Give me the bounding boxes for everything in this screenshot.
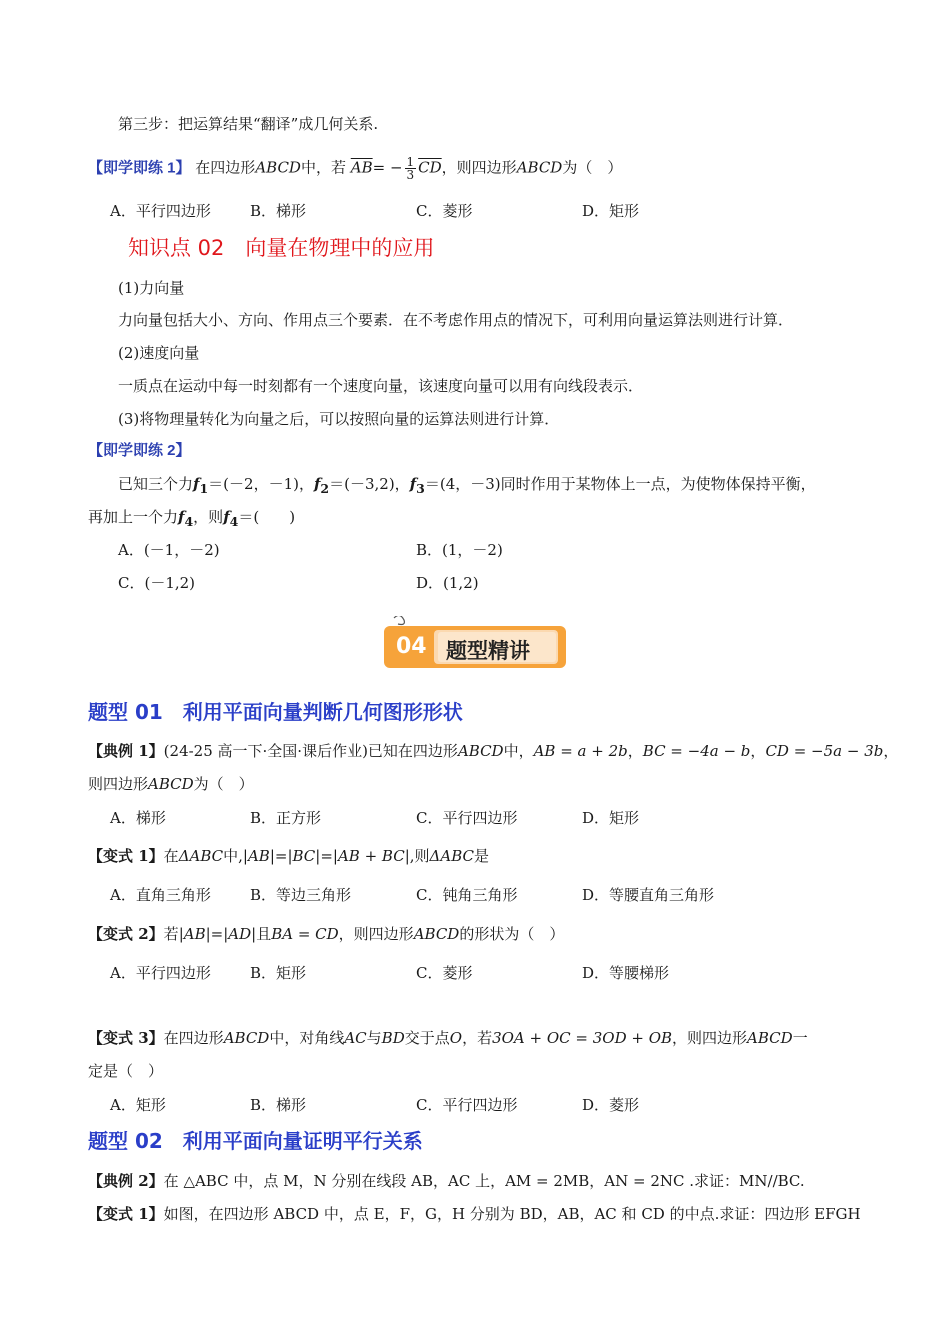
option-d: D．菱形: [582, 1096, 640, 1114]
option-a: A．直角三角形: [110, 886, 211, 904]
exercise-2-line-1: 已知三个力$f_1=(-2$，－1)，$f_2=(-3,2)$，$f_3=(4$，－3)同时作用于某物体上一点，为使物体保持平衡，: [118, 475, 816, 496]
variant-3-line-2: 定是（ ）: [88, 1062, 164, 1080]
exercise-2-line-2: 再加上一个力$f_4$，则$f_4=$( ): [88, 508, 296, 529]
fraction: $\frac{1}{3}$: [406, 155, 415, 182]
type-01-title: 题型 01 利用平面向量判断几何图形形状: [88, 700, 463, 724]
option-b: B．等边三角形: [250, 886, 352, 904]
example-1-line-2: 则四边形ABCD为（ ）: [88, 775, 254, 793]
option-a: A．矩形: [110, 1096, 166, 1114]
section-04-banner: [382, 626, 568, 672]
exercise-1-question: 【即学即练 1】 在四边形ABCD中，若 $\overline{AB}=$ − $\frac{1}{3}$ $\overline{CD}$，则四边形ABCD为（ ）: [88, 155, 623, 182]
option-d: D．等腰梯形: [582, 964, 670, 982]
option-c: C．平行四边形: [416, 1096, 518, 1114]
knowledge-point-02-title: 知识点 02 向量在物理中的应用: [128, 236, 435, 260]
banner-title: 题型精讲: [446, 639, 530, 663]
option-b: B．(1，－2): [416, 541, 503, 559]
option-a: A．梯形: [110, 809, 166, 827]
kp-line-1: (1)力向量: [118, 279, 185, 297]
option-d: D．矩形: [582, 809, 640, 827]
option-c: C．菱形: [416, 964, 473, 982]
variant-1b-question: 【变式 1】如图，在四边形 ABCD 中，点 E，F，G，H 分别为 BD，AB，AC 和 CD 的中点.求证：四边形 EFGH: [88, 1205, 861, 1223]
option-b: B．梯形: [250, 202, 307, 220]
example-2-question: 【典例 2】在 △ABC 中，点 M，N 分别在线段 AB，AC 上，AM = 2MB，AN = 2NC .求证：MN//BC.: [88, 1172, 805, 1190]
option-c: C．(－1,2): [118, 574, 196, 592]
option-b: B．梯形: [250, 1096, 307, 1114]
variant-2-question: 【变式 2】若|AB|=|AD|且BA = CD，则四边形ABCD的形状为（ ）: [88, 925, 565, 943]
option-c: C．平行四边形: [416, 809, 518, 827]
type-02-title: 题型 02 利用平面向量证明平行关系: [88, 1129, 423, 1153]
option-a: A．平行四边形: [110, 202, 211, 220]
banner-number: 04: [396, 634, 427, 659]
kp-line-2: 力向量包括大小、方向、作用点三个要素．在不考虑作用点的情况下，可利用向量运算法则进行计算．: [118, 311, 794, 329]
option-b: B．矩形: [250, 964, 307, 982]
option-d: D．等腰直角三角形: [582, 886, 715, 904]
kp-line-4: 一质点在运动中每一时刻都有一个速度向量，该速度向量可以用有向线段表示．: [118, 377, 644, 395]
option-a: A．平行四边形: [110, 964, 211, 982]
variant-3-line-1: 【变式 3】在四边形ABCD中，对角线AC与BD交于点O，若3OA + OC = 3OD + OB，则四边形ABCD一: [88, 1029, 808, 1047]
example-1-line-1: 【典例 1】(24-25 高一下·全国·课后作业)已知在四边形ABCD中，AB = a + 2b，BC = −4a − b，CD = −5a − 3b，: [88, 742, 899, 760]
option-c: C．菱形: [416, 202, 473, 220]
exercise-tag: 【即学即练 1】: [88, 159, 191, 177]
kp-line-3: (2)速度向量: [118, 344, 200, 362]
option-d: D．矩形: [582, 202, 640, 220]
exercise-2-tag: 【即学即练 2】: [88, 442, 191, 459]
kp-line-5: (3)将物理量转化为向量之后，可以按照向量的运算法则进行计算．: [118, 410, 560, 428]
option-a: A．(－1，－2): [118, 541, 220, 559]
option-b: B．正方形: [250, 809, 322, 827]
step-3-text: 第三步：把运算结果“翻译”成几何关系.: [118, 115, 379, 133]
option-c: C．钝角三角形: [416, 886, 518, 904]
option-d: D．(1,2): [416, 574, 479, 592]
variant-1-question: 【变式 1】在ΔABC中,|AB|=|BC|=|AB + BC|,则ΔABC是: [88, 847, 490, 865]
